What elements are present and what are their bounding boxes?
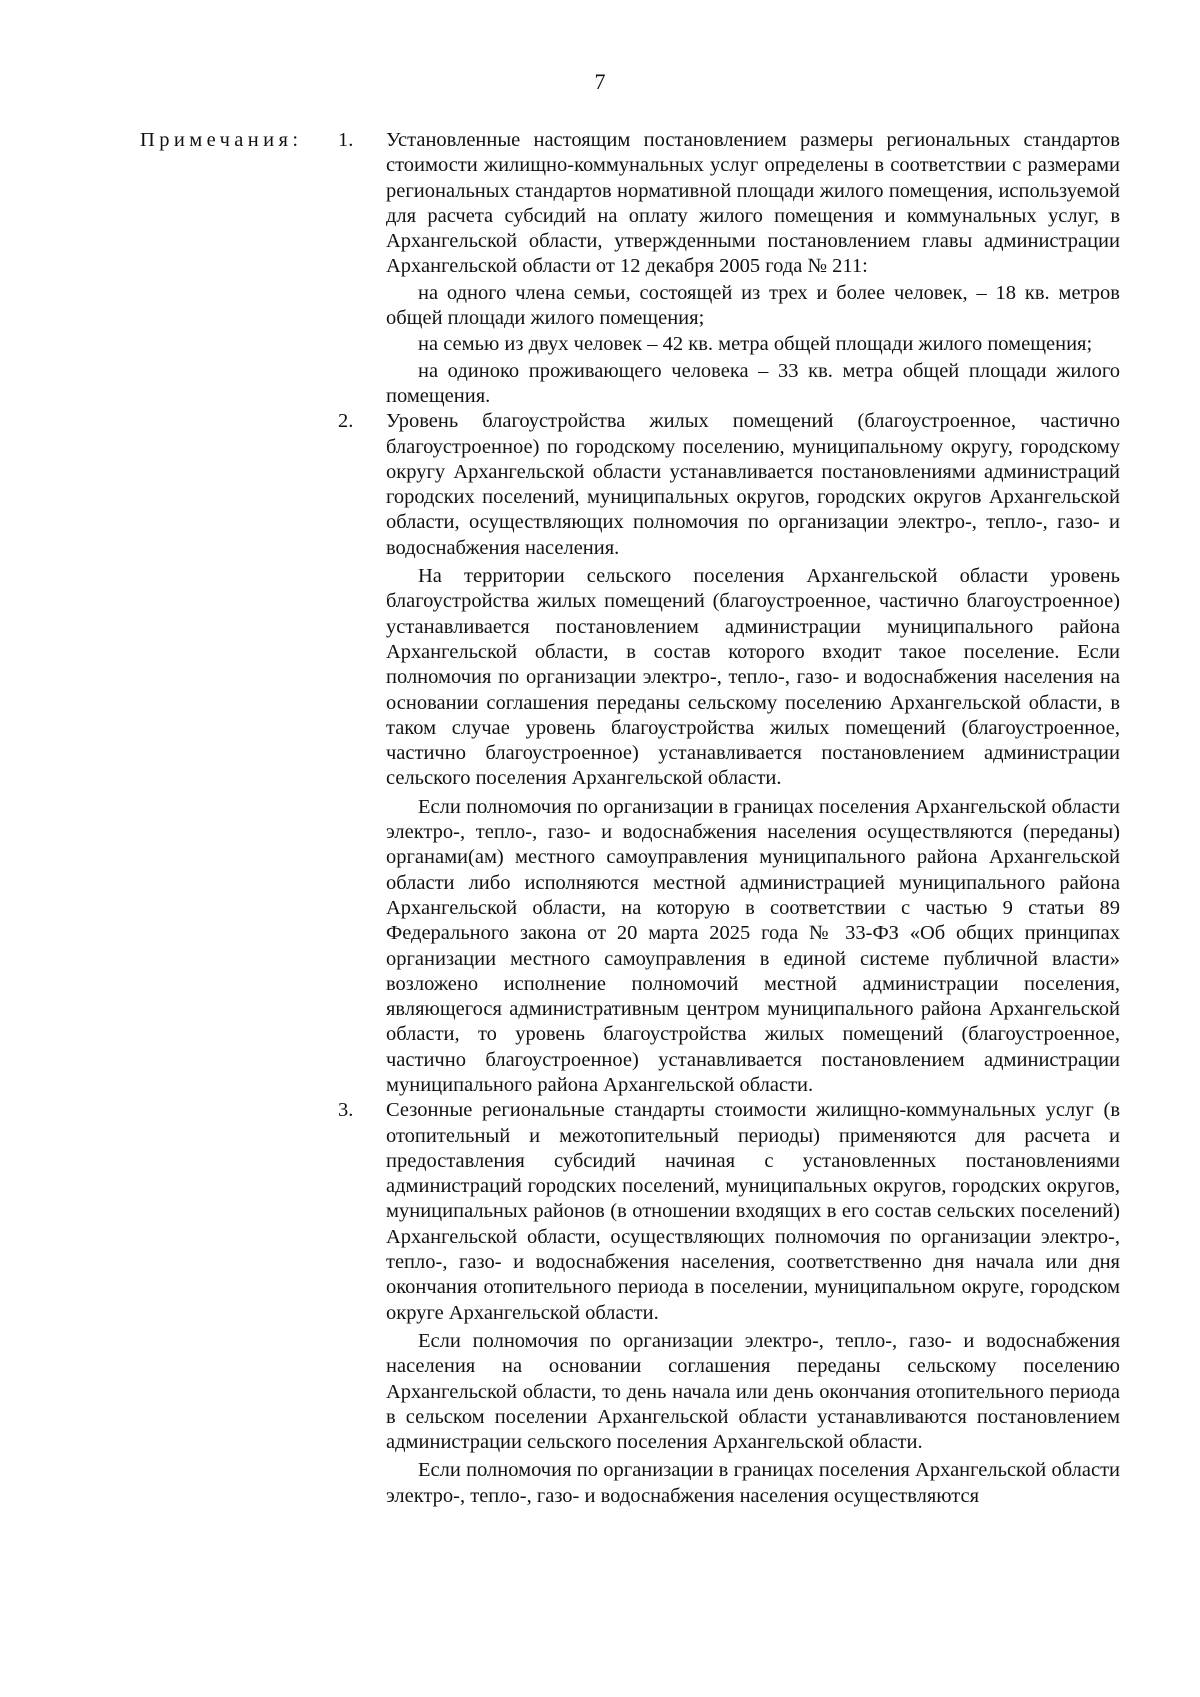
notes-list [338, 128, 1120, 1509]
note-paragraph: Если полномочия по организации в границах поселения Архангельской области электро-, тепло-, газо- и водоснабжения населения осуществляются (переданы) органами(ам) местного самоуправления муниципального района Архангельской области либо исполняются местной администрацией муниципального района Архангельской области, на которую в соответствии с частью 9 статьи 89 Федерального закона от 20 марта 2025 года № 33-ФЗ «Об общих принципах организации местного самоуправления в единой системе публичной власти» возложено исполнение полномочий местной администрации поселения, являющегося административным центром муниципального района Архангельской области, то уровень благоустройства жилых помещений (благоустроенное, частично благоустроенное) устанавливается постановлением администрации муниципального района Архангельской области. [386, 795, 1120, 1096]
note-number: 2. [338, 410, 354, 433]
note-paragraph: На территории сельского поселения Архангельской области уровень благоустройства жилых помещений (благоустроенное, частично благоустроенное) устанавливается постановлением администрации муниципального района Архангельской области, в состав которого входит такое поселение. Если полномочия по организации электро-, тепло-, газо- и водоснабжения населения на основании соглашения переданы сельскому поселению Архангельской области, в таком случае уровень благоустройства жилых помещений (благоустроенное, частично благоустроенное) устанавливается постановлением администрации сельского поселения Архангельской области. [386, 565, 1120, 790]
note-paragraph: Сезонные региональные стандарты стоимости жилищно-коммунальных услуг (в отопительный и межотопительный периоды) применяются для расчета и предоставления субсидий начиная с установленных постановлениями администраций городских поселений, муниципальных округов, городских округов, муниципальных районов (в отношении входящих в его состав сельских поселений) Архангельской области, осуществляющих полномочия по организации электро-, тепло-, газо- и водоснабжения населения, соответственно дня начала или дня окончания отопительного периода в поселении, муниципальном округе, городском округе Архангельской области. [386, 1099, 1120, 1324]
note-paragraph: на одиноко проживающего человека – 33 кв. метра общей площади жилого помещения. [386, 359, 1120, 407]
notes-label: Примечания: [140, 129, 303, 151]
note-paragraph: Если полномочия по организации электро-, тепло-, газо- и водоснабжения населения на основании соглашения переданы сельскому поселению Архангельской области, то день начала или день окончания отопительного периода в сельском поселении Архангельской области устанавливаются постановлением администрации сельского поселения Архангельской области. [386, 1329, 1120, 1454]
note-paragraph: на семью из двух человек – 42 кв. метра общей площади жилого помещения; [418, 333, 1093, 356]
note-paragraph: Если полномочия по организации в границах поселения Архангельской области электро-, тепло-, газо- и водоснабжения населения осуществляются [386, 1459, 1120, 1507]
note-paragraph: Уровень благоустройства жилых помещений (благоустроенное, частично благоустроенное) по городскому поселению, муниципальному округу, городскому округу Архангельской области устанавливается постановлениями администраций городских поселений, муниципальных округов, городских округов Архангельской области, осуществляющих полномочия по организации электро-, тепло-, газо- и водоснабжения населения. [386, 410, 1120, 559]
page-number: 7 [594, 69, 606, 94]
note-item-1 [338, 128, 1120, 409]
note-number: 3. [338, 1099, 354, 1122]
note-item-3 [338, 1098, 1120, 1509]
note-number: 1. [338, 129, 354, 151]
note-item-2 [338, 409, 1120, 1098]
note-paragraph: на одного члена семьи, состоящей из трех и более человек, – 18 кв. метров общей площади жилого помещения; [386, 281, 1120, 330]
note-paragraph: Установленные настоящим постановлением размеры региональных стандартов стоимости жилищно-коммунальных услуг определены в соответствии с размерами региональных стандартов нормативной площади жилого помещения, используемой для расчета субсидий на оплату жилого помещения и коммунальных услуг, в Архангельской области, утвержденными постановлением главы администрации Архангельской области от 12 декабря 2005 года № 211: [386, 129, 1120, 278]
